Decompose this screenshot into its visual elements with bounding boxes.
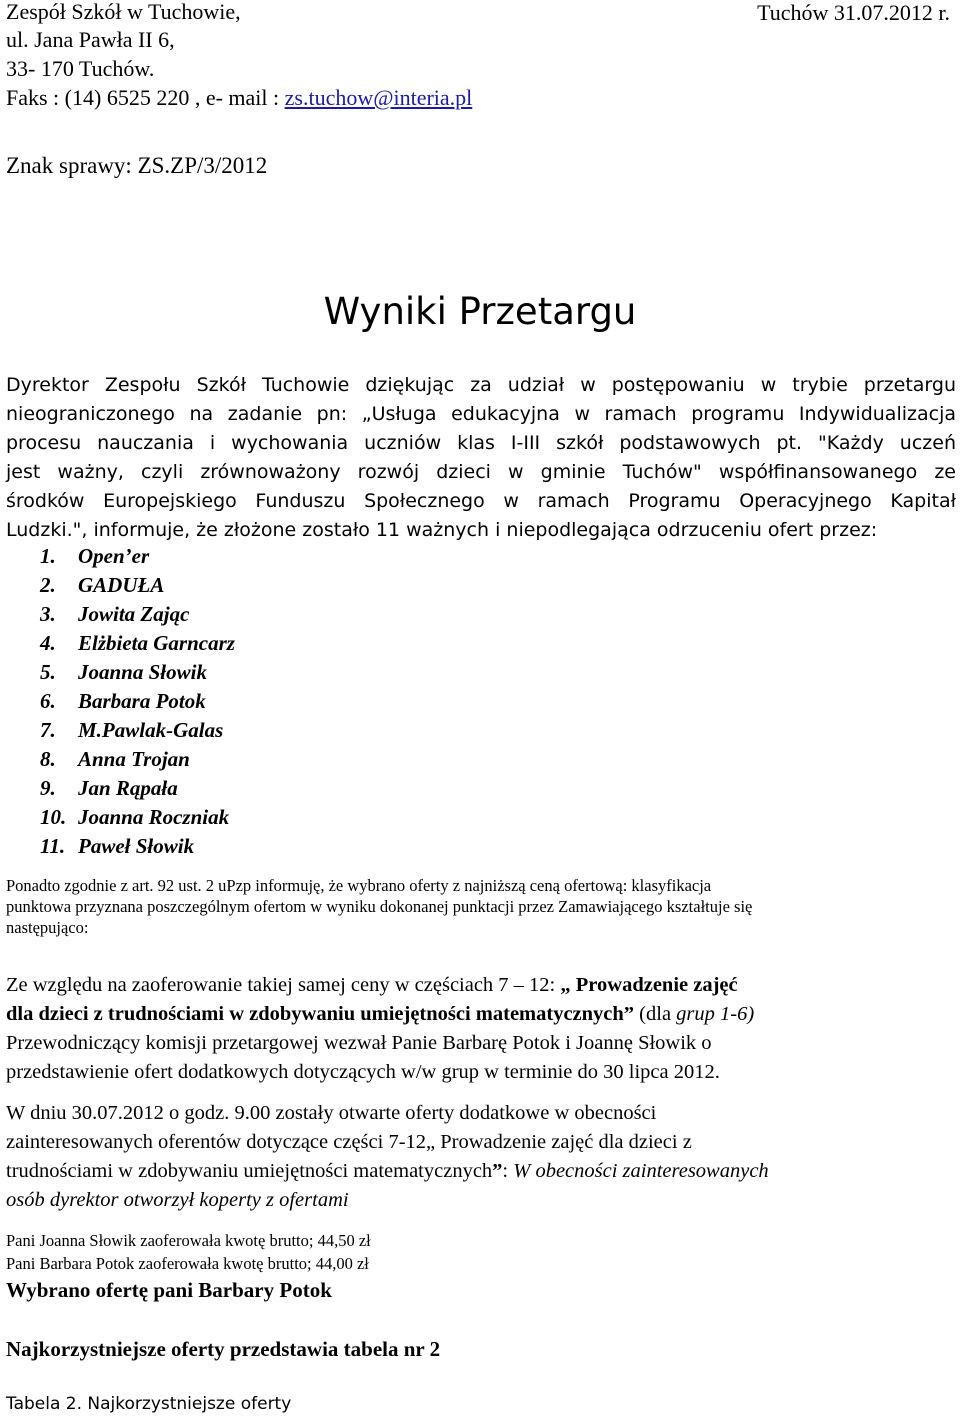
- page-title: Wyniki Przetargu: [323, 290, 637, 333]
- intro-line: Dyrektor Zespołu Szkół Tuchowie dziękując za udział w postępowaniu w trybie przetargu: [6, 374, 956, 396]
- list-item: 5. Joanna Słowik: [40, 660, 207, 684]
- bid-line: Pani Barbara Potok zaoferowała kwotę brutto; 44,00 zł: [6, 1254, 369, 1273]
- intro-line: procesu nauczania i wychowania uczniów klas I-III szkół podstawowych pt. "Każdy uczeń: [6, 432, 956, 454]
- opening-paragraph: W dniu 30.07.2012 o godz. 9.00 zostały otwarte oferty dodatkowe w obecności zainteresowanych oferentów dotyczące części 7-12„ Prowadzenie zajęć dla dzieci z trudnościami w zdobywaniu umiejętności matematycznych”: W obecności zainteresowanych osób dyrektor otworzył koperty z ofertami: [6, 1102, 769, 1211]
- scoring-line: punktowa przyznana poszczególnym ofertom w wyniku dokonanej punktacji przez Zamawiającego kształtuje się: [6, 897, 753, 916]
- table-caption: Tabela 2. Najkorzystniejsze oferty: [6, 1394, 292, 1414]
- intro-line: nieograniczonego na zadanie pn: „Usługa edukacyjna w ramach programu Indywidualizacja: [6, 403, 956, 425]
- list-item: 4. Elżbieta Garncarz: [40, 631, 235, 655]
- list-item: 8. Anna Trojan: [40, 747, 190, 771]
- case-reference: Znak sprawy: ZS.ZP/3/2012: [6, 153, 268, 178]
- chosen-offer: Wybrano ofertę pani Barbary Potok: [6, 1278, 332, 1302]
- intro-line-last: Ludzki.", informuje, że złożone zostało 11 ważnych i niepodlegająca odrzuceniu ofert przez:: [6, 519, 878, 541]
- best-offers-heading: Najkorzystniejsze oferty przedstawia tabela nr 2: [6, 1337, 441, 1361]
- offers-list: [40, 542, 235, 861]
- email-link[interactable]: zs.tuchow@interia.pl: [284, 85, 473, 110]
- fax-label: Faks : (14) 6525 220 , e- mail :: [6, 85, 285, 110]
- intro-line: środków Europejskiego Funduszu Społecznego w ramach Programu Operacyjnego Kapitał: [6, 490, 956, 512]
- list-item: 6. Barbara Potok: [40, 689, 206, 713]
- list-item: 7. M.Pawlak-Galas: [40, 718, 224, 742]
- scoring-paragraph: [6, 875, 951, 938]
- equal-price-paragraph: Ze względu na zaoferowanie takiej samej ceny w częściach 7 – 12: „ Prowadzenie zajęć dla dzieci z trudnościami w zdobywaniu umiejętności matematycznych” (dla grup 1-6) Przewodniczący komisji przetargowej wezwał Panie Barbarę Potok i Joannę Słowik o przedstawienie ofert dodatkowych dotyczących w/w grup w terminie do 30 lipca 2012.: [6, 974, 755, 1083]
- address-line-street: ul. Jana Pawła II 6,: [6, 27, 175, 52]
- address-line-city: 33- 170 Tuchów.: [6, 56, 155, 81]
- list-item: 1. Open’er: [40, 544, 150, 568]
- address-line-school: Zespół Szkół w Tuchowie,: [6, 0, 241, 24]
- scoring-line: następująco:: [6, 918, 89, 937]
- scoring-line: Ponadto zgodnie z art. 92 ust. 2 uPzp informuję, że wybrano oferty z najniższą ceną ofertową: klasyfikacja: [6, 876, 712, 895]
- intro-paragraph: [6, 371, 956, 545]
- list-item: 9. Jan Rąpała: [40, 776, 178, 800]
- list-item: 10. Joanna Roczniak: [40, 805, 230, 829]
- intro-line: jest ważny, czyli zrównoważony rozwój dzieci w gminie Tuchów" współfinansowanego ze: [6, 461, 956, 483]
- address-line-fax: [6, 83, 472, 113]
- document-date: Tuchów 31.07.2012 r.: [757, 0, 950, 25]
- list-item: 3. Jowita Zając: [40, 602, 190, 626]
- list-item: 2. GADUŁA: [40, 573, 165, 597]
- bid-line: Pani Joanna Słowik zaoferowała kwotę brutto; 44,50 zł: [6, 1231, 371, 1250]
- list-item: 11. Paweł Słowik: [40, 834, 195, 858]
